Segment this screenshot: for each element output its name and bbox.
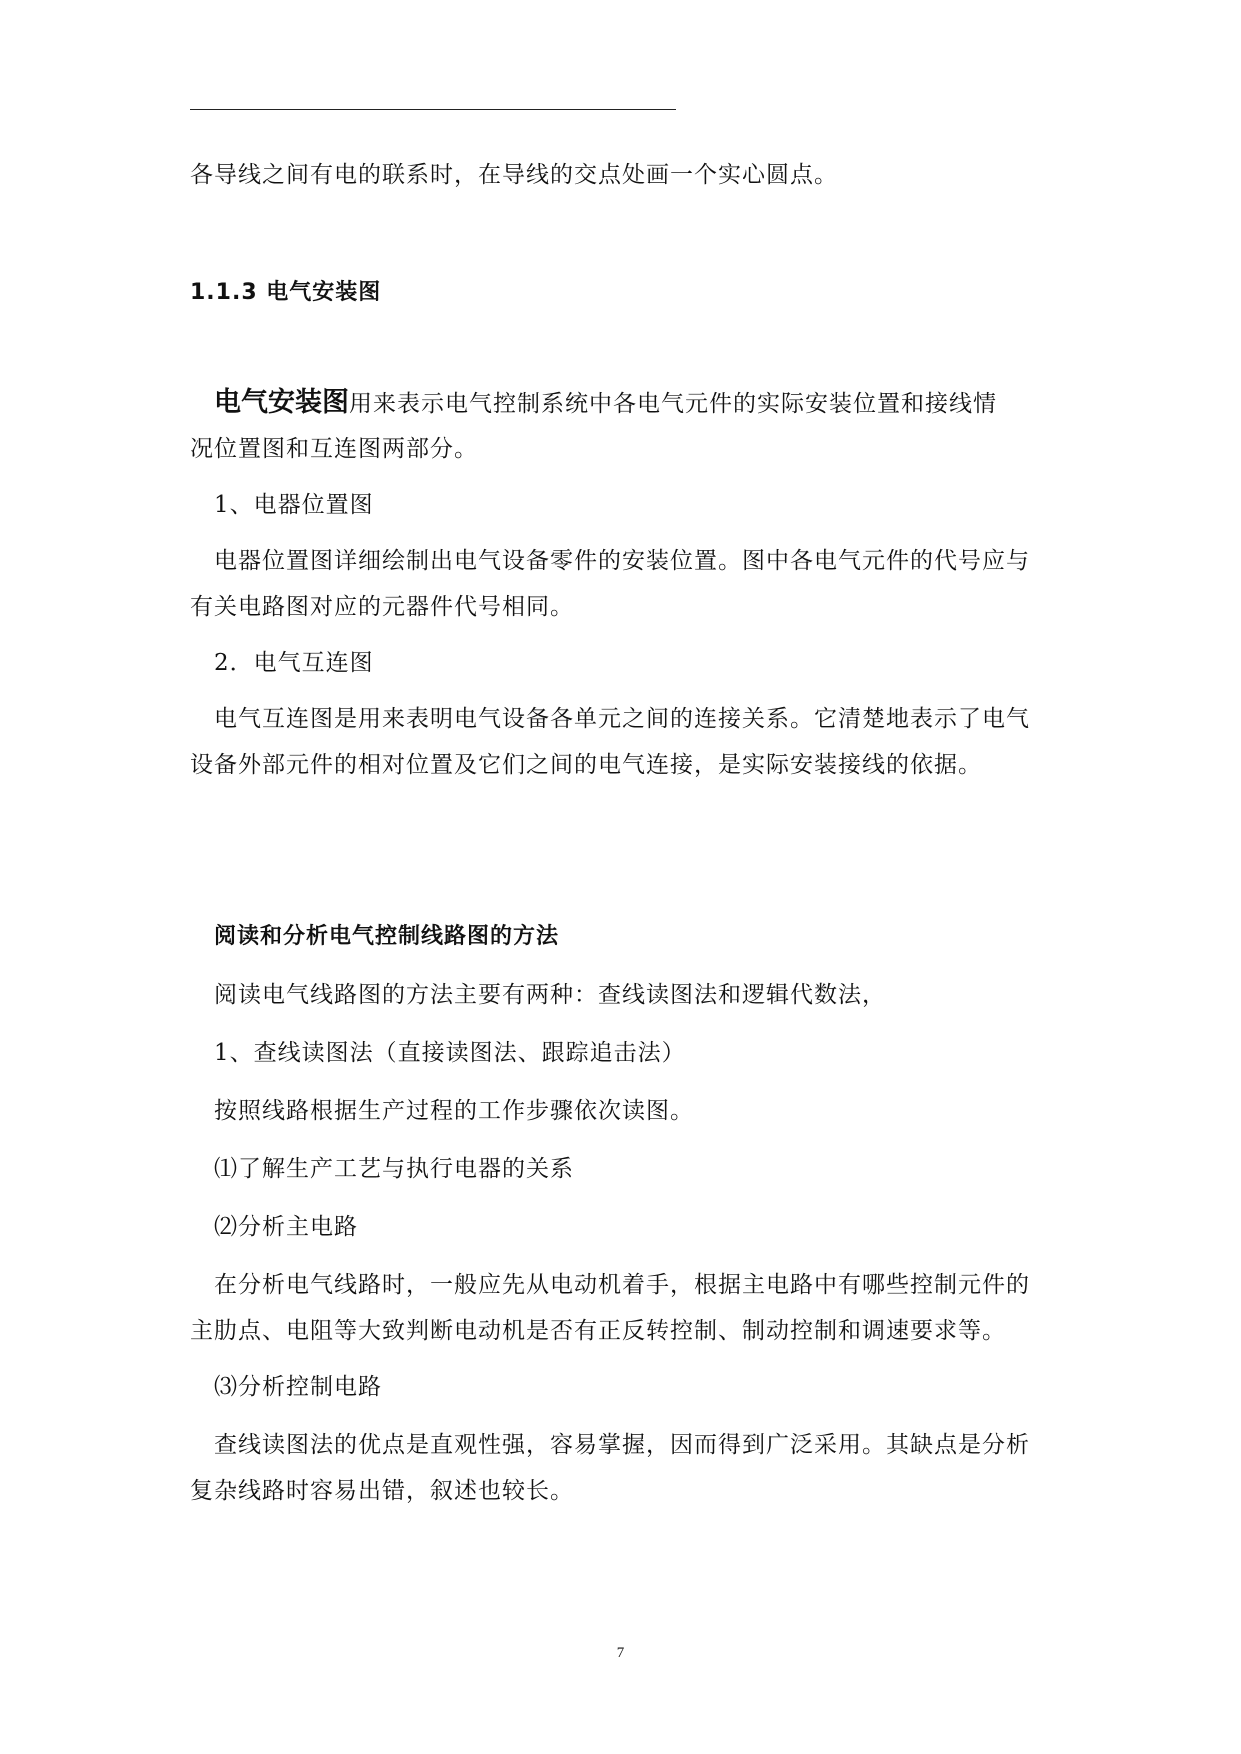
step1: ⑴了解生产工艺与执行电器的关系 — [214, 1156, 574, 1182]
conclusion-line1: 查线读图法的优点是直观性强，容易掌握，因而得到广泛采用。其缺点是分析 — [214, 1432, 1030, 1458]
page-number: 7 — [616, 1645, 625, 1661]
step2-body-line2: 主肋点、电阻等大致判断电动机是否有正反转控制、制动控制和调速要求等。 — [190, 1318, 1006, 1344]
install-paragraph-line1 — [214, 388, 997, 419]
install-paragraph-line2: 况位置图和互连图两部分。 — [190, 436, 478, 462]
method1-desc: 按照线路根据生产过程的工作步骤依次读图。 — [214, 1098, 694, 1124]
step2-body-line1: 在分析电气线路时，一般应先从电动机着手，根据主电路中有哪些控制元件的 — [214, 1272, 1030, 1298]
header-rule — [190, 109, 676, 110]
install-term: 电气安装图 — [214, 387, 349, 418]
method1-title: 1、查线读图法（直接读图法、跟踪追击法） — [214, 1040, 686, 1066]
section-heading: 1.1.3 电气安装图 — [190, 280, 382, 305]
item1-body-line2: 有关电路图对应的元器件代号相同。 — [190, 594, 574, 620]
methods-intro: 阅读电气线路图的方法主要有两种：查线读图法和逻辑代数法， — [214, 982, 886, 1008]
install-line1-text: 用来表示电气控制系统中各电气元件的实际安装位置和接线情 — [349, 391, 997, 417]
item1-body-line1: 电器位置图详细绘制出电气设备零件的安装位置。图中各电气元件的代号应与 — [214, 548, 1030, 574]
step2: ⑵分析主电路 — [214, 1214, 358, 1240]
item1-title: 1、电器位置图 — [214, 492, 374, 518]
item2-title: 2．电气互连图 — [214, 650, 374, 676]
intro-paragraph: 各导线之间有电的联系时，在导线的交点处画一个实心圆点。 — [190, 162, 838, 188]
step3: ⑶分析控制电路 — [214, 1374, 382, 1400]
item2-body-line1: 电气互连图是用来表明电气设备各单元之间的连接关系。它清楚地表示了电气 — [214, 706, 1030, 732]
subheading: 阅读和分析电气控制线路图的方法 — [214, 924, 560, 949]
conclusion-line2: 复杂线路时容易出错，叙述也较长。 — [190, 1478, 574, 1504]
item2-body-line2: 设备外部元件的相对位置及它们之间的电气连接，是实际安装接线的依据。 — [190, 752, 982, 778]
